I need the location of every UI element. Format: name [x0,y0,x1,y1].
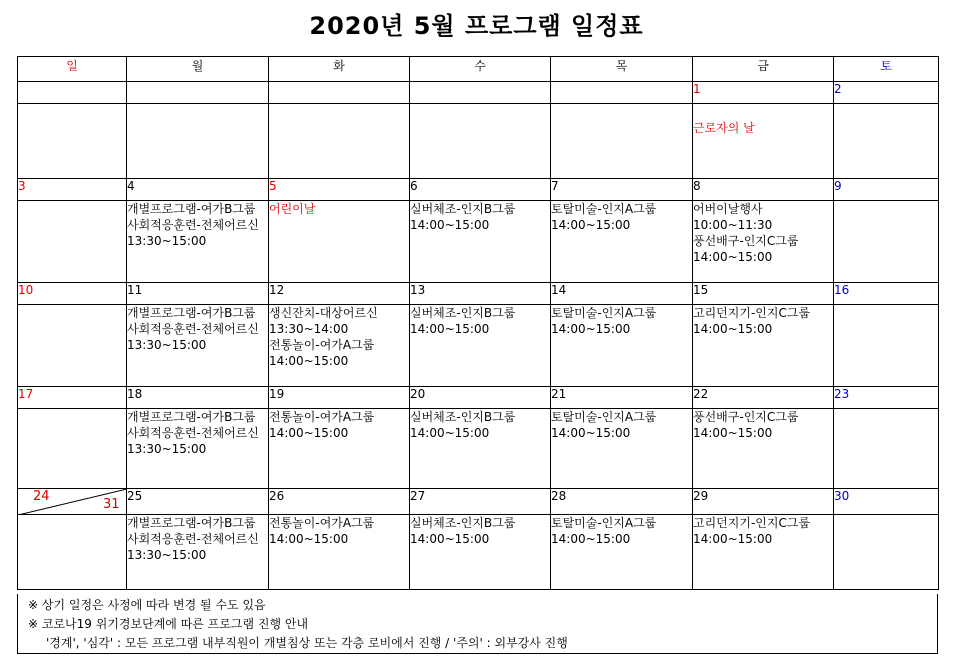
date-cell: 13 [410,283,551,305]
day-content: 풍선배구-인지C그룹 14:00~15:00 [693,409,834,489]
date-cell: 3 [18,179,127,201]
date-cell: 5 [269,179,410,201]
date-24: 24 [33,489,50,504]
date-cell: 18 [127,387,269,409]
day-content [18,409,127,489]
day-content: 실버체조-인지B그룹 14:00~15:00 [410,515,551,590]
day-content [127,104,269,179]
day-content: 실버체조-인지B그룹 14:00~15:00 [410,201,551,283]
note-covid: ※ 코로나19 위기경보단계에 따른 프로그램 진행 안내 [28,617,309,631]
content-row [18,515,939,590]
day-content: 고리던지기-인지C그룹 14:00~15:00 [693,515,834,590]
date-cell: 23 [834,387,939,409]
day-content: 토탈미술-인지A그룹 14:00~15:00 [551,305,693,387]
date-cell: 15 [693,283,834,305]
day-content [269,104,410,179]
weekday-fri: 금 [693,57,834,82]
day-content [18,201,127,283]
day-content [834,104,939,179]
weekday-header-row [18,57,939,82]
date-row [18,82,939,104]
date-cell: 25 [127,489,269,515]
day-content: 전통놀이-여가A그룹 14:00~15:00 [269,409,410,489]
day-content [834,409,939,489]
day-content: 어린이날 [269,201,410,283]
date-row [18,283,939,305]
date-cell: 16 [834,283,939,305]
day-content [834,201,939,283]
weekday-sat: 토 [834,57,939,82]
date-31: 31 [103,497,120,512]
date-cell: 8 [693,179,834,201]
calendar-table [17,56,939,590]
date-row [18,489,939,515]
day-content [18,305,127,387]
date-cell: 14 [551,283,693,305]
content-row [18,104,939,179]
date-cell: 27 [410,489,551,515]
date-cell: 30 [834,489,939,515]
day-content: 개별프로그램-여가B그룹 사회적응훈련-전체어르신 13:30~15:00 [127,515,269,590]
weekday-mon: 월 [127,57,269,82]
date-cell: 28 [551,489,693,515]
date-cell: 20 [410,387,551,409]
day-content [551,104,693,179]
date-cell: 21 [551,387,693,409]
day-content [410,104,551,179]
date-cell [269,82,410,104]
date-cell: 7 [551,179,693,201]
day-content: 개별프로그램-여가B그룹 사회적응훈련-전체어르신 13:30~15:00 [127,409,269,489]
date-cell: 12 [269,283,410,305]
date-cell [127,82,269,104]
day-content: 생신잔치-대상어르신 13:30~14:00 전통놀이-여가A그룹 14:00~15:00 [269,305,410,387]
date-cell: 9 [834,179,939,201]
content-row [18,409,939,489]
content-row [18,305,939,387]
date-cell: 2 [834,82,939,104]
weekday-sun: 일 [18,57,127,82]
notes-box [17,594,938,654]
day-content [18,515,127,590]
split-date-cell [18,489,127,515]
date-row [18,387,939,409]
date-cell: 6 [410,179,551,201]
day-content: 근로자의 날 [693,104,834,179]
content-row [18,201,939,283]
day-content [18,104,127,179]
day-content [834,515,939,590]
day-content: 전통놀이-여가A그룹 14:00~15:00 [269,515,410,590]
date-cell [18,82,127,104]
day-content: 토탈미술-인지A그룹 14:00~15:00 [551,515,693,590]
date-cell: 19 [269,387,410,409]
date-cell: 1 [693,82,834,104]
date-cell: 10 [18,283,127,305]
day-content: 어버이날행사 10:00~11:30 풍선배구-인지C그룹 14:00~15:00 [693,201,834,283]
date-cell [410,82,551,104]
date-cell: 29 [693,489,834,515]
date-cell: 11 [127,283,269,305]
date-cell: 26 [269,489,410,515]
weekday-tue: 화 [269,57,410,82]
day-content [834,305,939,387]
day-content: 토탈미술-인지A그룹 14:00~15:00 [551,201,693,283]
day-content: 개별프로그램-여가B그룹 사회적응훈련-전체어르신 13:30~15:00 [127,305,269,387]
date-cell: 4 [127,179,269,201]
day-content: 실버체조-인지B그룹 14:00~15:00 [410,305,551,387]
day-content: 실버체조-인지B그룹 14:00~15:00 [410,409,551,489]
day-content: 개별프로그램-여가B그룹 사회적응훈련-전체어르신 13:30~15:00 [127,201,269,283]
weekday-thu: 목 [551,57,693,82]
day-content: 토탈미술-인지A그룹 14:00~15:00 [551,409,693,489]
weekday-wed: 수 [410,57,551,82]
note-change: ※ 상기 일정은 사정에 따라 변경 될 수도 있음 [28,598,266,612]
date-cell: 17 [18,387,127,409]
date-row [18,179,939,201]
day-content: 고리던지기-인지C그룹 14:00~15:00 [693,305,834,387]
note-levels: '경계', '심각' : 모든 프로그램 내부직원이 개별침상 또는 각층 로비에서 진행 / '주의' : 외부강사 진행 [46,636,568,650]
date-cell [551,82,693,104]
page-title: 2020년 5월 프로그램 일정표 [309,12,644,40]
date-cell: 22 [693,387,834,409]
